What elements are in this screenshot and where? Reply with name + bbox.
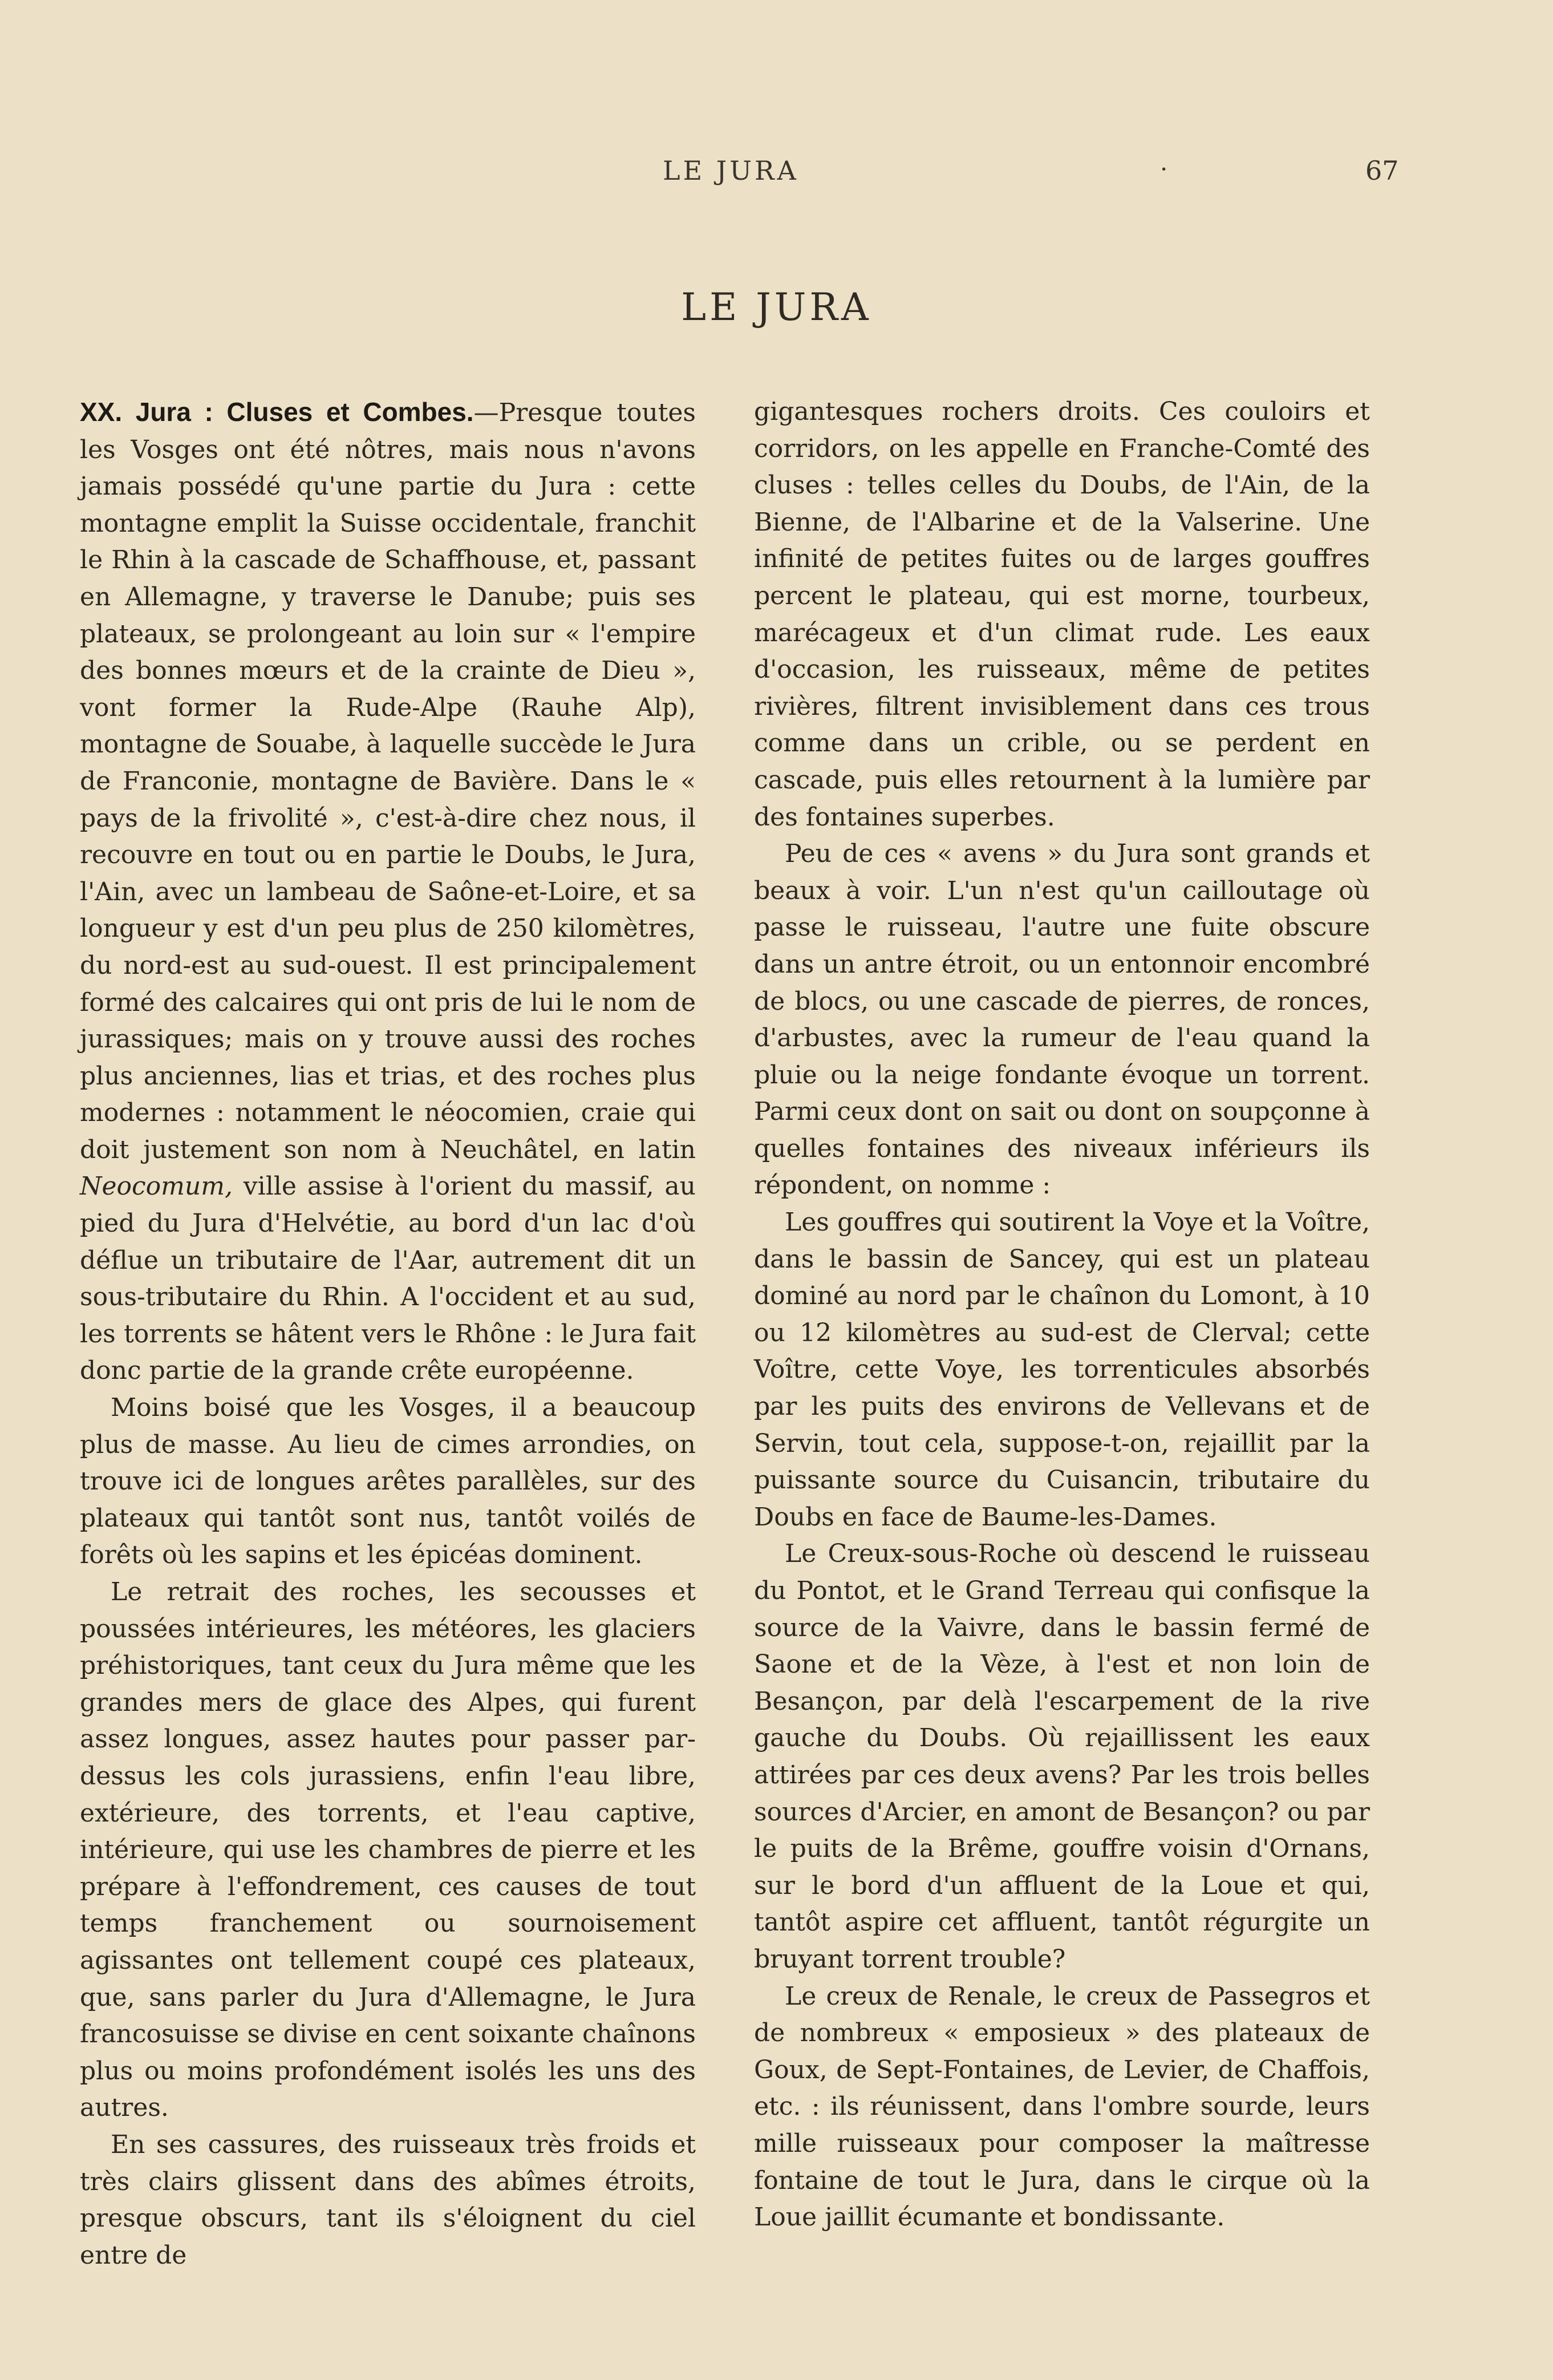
paragraph-2: Moins boisé que les Vosges, il a beaucoup plus de masse. Au lieu de cimes arrondies, on trouve ici de longues arêtes parallèles, sur des plateaux qui tantôt sont nus, tantôt voilés de forêts où les sapins et les épicéas dominent. bbox=[80, 1393, 696, 1570]
chapter-title: LE JURA bbox=[681, 285, 872, 329]
paragraph-gouffres: Les gouffres qui soutirent la Voye et la Voître, dans le bassin de Sancey, qui est un plateau dominé au nord par le chaînon du Lomont, à 10 ou 12 kilomètres au sud-est de Clerval; cette Voître, cette Voye, les torrenticules absorbés par les puits des environs de Vellevans et de Servin, tout cela, suppose-t-on, rejaillit par la puissante source du Cuisancin, tributaire du Doubs en face de Baume-les-Dames. bbox=[754, 1208, 1370, 1532]
header-dot: · bbox=[1160, 155, 1168, 183]
right-column bbox=[754, 394, 1370, 2236]
paragraph-creux-sous-roche: Le Creux-sous-Roche où descend le ruisseau du Pontot, et le Grand Terreau qui confisque la source de la Vaivre, dans le bassin fermé de Saone et de la Vèze, à l'est et non loin de Besançon, par delà l'escarpement de la rive gauche du Doubs. Où rejaillissent les eaux attirées par ces deux avens? Par les trois belles sources d'Arcier, en amont de Besançon? ou par le puits de la Brême, gouffre voisin d'Ornans, sur le bord d'un affluent de la Loue et qui, tantôt aspire cet affluent, tantôt régurgite un bruyant torrent trouble? bbox=[754, 1539, 1370, 1974]
paragraph-avens: Peu de ces « avens » du Jura sont grands et beaux à voir. L'un n'est qu'un cailloutage où passe le ruisseau, l'autre une fuite obscure dans un antre étroit, ou un entonnoir encombré de blocs, ou une cascade de pierres, de ronces, d'arbustes, avec la rumeur de l'eau quand la pluie ou la neige fondante évoque un torrent. Parmi ceux dont on sait ou dont on soupçonne à quelles fontaines des niveaux inférieurs ils répondent, on nomme : bbox=[754, 839, 1370, 1200]
paragraph-text: ville assise à l'orient du massif, au pied du Jura d'Helvétie, au bord d'un lac d'où déflue un tributaire de l'Aar, autrement dit un sous-tributaire du Rhin. A l'occident et au sud, les torrents se hâtent vers le Rhône : le Jura fait donc partie de la grande crête européenne. bbox=[80, 1172, 696, 1386]
paragraph-creux-renale: Le creux de Renale, le creux de Passegros et de nombreux « emposieux » des plateaux de Goux, de Sept-Fontaines, de Levier, de Chaffois, etc. : ils réunissent, dans l'ombre sourde, leurs mille ruisseaux pour composer la maîtresse fontaine de tout le Jura, dans le cirque où la Loue jaillit écumante et bondissante. bbox=[754, 1981, 1370, 2232]
section-dash: — bbox=[473, 398, 499, 427]
italic-term: Neocomum, bbox=[80, 1172, 233, 1201]
section-heading: XX. Jura : Cluses et Combes. bbox=[80, 397, 474, 427]
left-column bbox=[80, 394, 696, 2274]
paragraph-1 bbox=[80, 394, 696, 1390]
running-title: LE JURA bbox=[663, 155, 799, 186]
page-number: 67 bbox=[1365, 155, 1399, 186]
paragraph-3: Le retrait des roches, les secousses et poussées intérieures, les météores, les glaciers préhistoriques, tant ceux du Jura même que les grandes mers de glace des Alpes, qui furent assez longues, assez hautes pour passer par-dessus les cols jurassiens, enfin l'eau libre, extérieure, des torrents, et l'eau captive, intérieure, qui use les chambres de pierre et les prépare à l'effondrement, ces causes de tout temps franchement ou sournoisement agissantes ont tellement coupé ces plateaux, que, sans parler du Jura d'Allemagne, le Jura francosuisse se divise en cent soixante chaînons plus ou moins profondément isolés les uns des autres. bbox=[80, 1577, 696, 2123]
paragraph-4: En ses cassures, des ruisseaux très froids et très clairs glissent dans des abîmes étroits, presque obscurs, tant ils s'éloignent du ciel entre de bbox=[80, 2130, 696, 2270]
running-header bbox=[0, 155, 1553, 189]
paragraph-continued: gigantesques rochers droits. Ces couloirs et corridors, on les appelle en Franche-Comté des cluses : telles celles du Doubs, de l'Ain, de la Bienne, de l'Albarine et de la Valserine. Une infinité de petites fuites ou de larges gouffres percent le plateau, qui est morne, tourbeux, marécageux et d'un climat rude. Les eaux d'occasion, les ruisseaux, même de petites rivières, filtrent invisiblement dans ces trous comme dans un crible, ou se perdent en cascade, puis elles retournent à la lumière par des fontaines superbes. bbox=[754, 397, 1370, 832]
paragraph-text: Presque toutes les Vosges ont été nôtres, mais nous n'avons jamais possédé qu'une partie du Jura : cette montagne emplit la Suisse occidentale, franchit le Rhin à la cascade de Schaffhouse, et, passant en Allemagne, y traverse le Danube; puis ses plateaux, se prolongeant au loin sur « l'empire des bonnes mœurs et de la crainte de Dieu », vont former la Rude-Alpe (Rauhe Alp), montagne de Souabe, à laquelle succède le Jura de Franconie, montagne de Bavière. Dans le « pays de la frivolité », c'est-à-dire chez nous, il recouvre en tout ou en partie le Doubs, le Jura, l'Ain, avec un lambeau de Saône-et-Loire, et sa longueur y est d'un peu plus de 250 kilomètres, du nord-est au sud-ouest. Il est principalement formé des calcaires qui ont pris de lui le nom de jurassiques; mais on y trouve aussi des roches plus anciennes, lias et trias, et des roches plus modernes : notamment le néocomien, craie qui doit justement son nom à Neuchâtel, en latin bbox=[80, 398, 696, 1164]
